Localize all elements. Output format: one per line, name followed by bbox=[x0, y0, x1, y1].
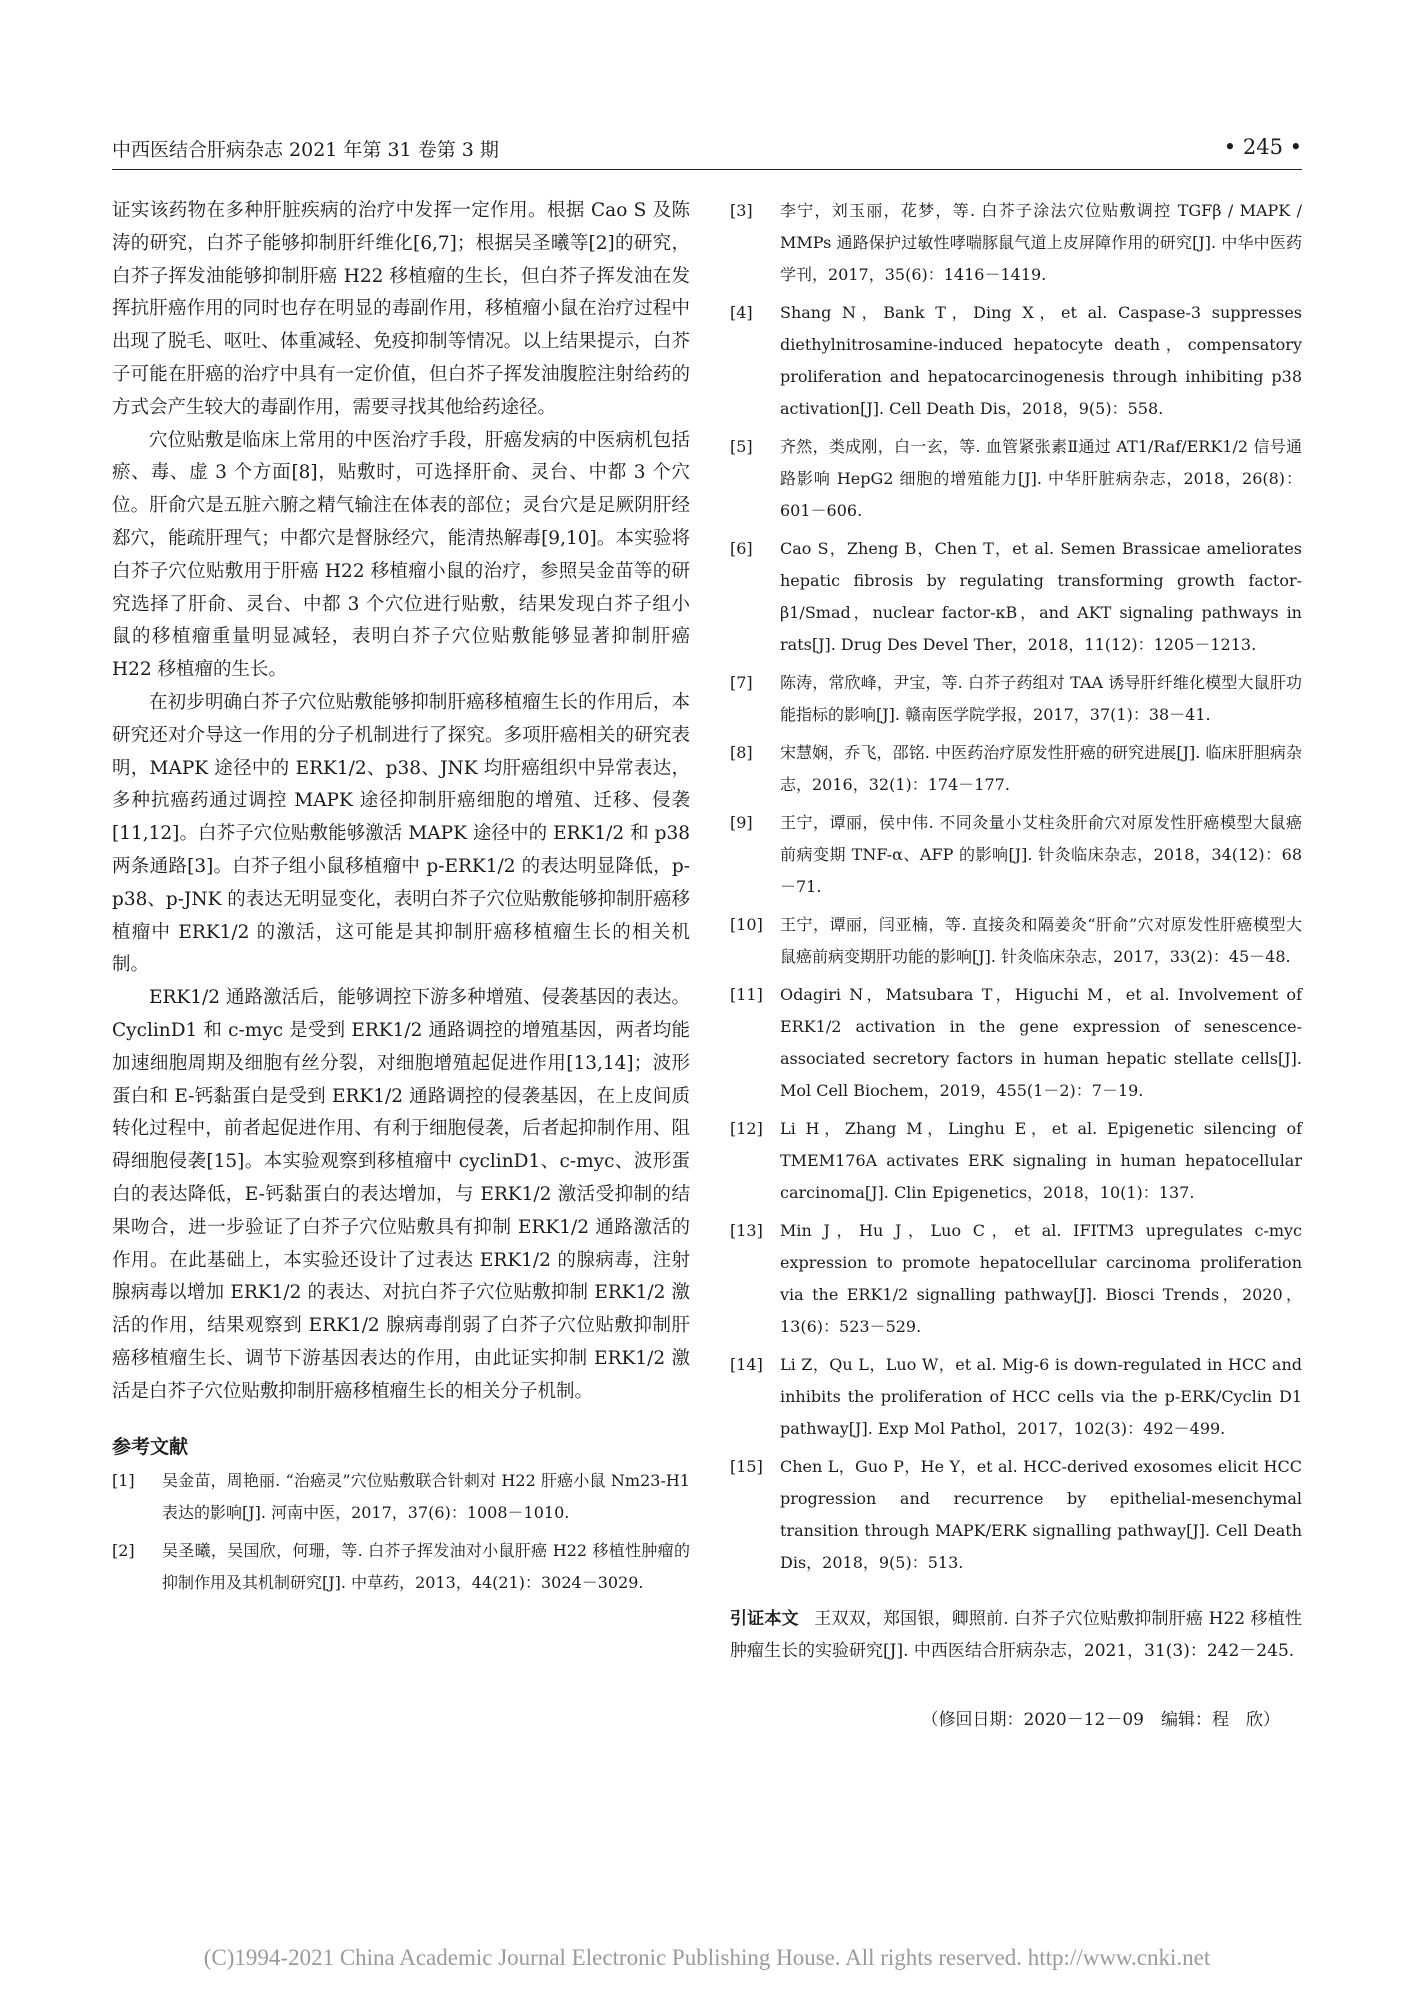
reference-text: Min J，Hu J，Luo C，et al. IFITM3 upregulates c-myc expression to promote hepatocellular carcinoma proliferation via the ERK1/2 signalling pathway[J]. Biosci Trends，2020，13(6)：523－529. bbox=[780, 1221, 1302, 1336]
reference-text: Odagiri N，Matsubara T，Higuchi M，et al. Involvement of ERK1/2 activation in the gene expression of senescence-associated secretory factors in human hepatic stellate cells[J]. Mol Cell Biochem，2019，455(1－2)：7－19. bbox=[780, 985, 1302, 1100]
reference-item bbox=[730, 909, 1302, 973]
reference-number: [8] bbox=[730, 743, 753, 762]
reference-number: [12] bbox=[730, 1119, 763, 1138]
journal-title: 中西医结合肝病杂志 2021 年第 31 卷第 3 期 bbox=[112, 139, 499, 161]
reference-number: [1] bbox=[112, 1471, 135, 1491]
body-paragraph: 证实该药物在多种肝脏疾病的治疗中发挥一定作用。根据 Cao S 及陈涛的研究，白芥子能够抑制肝纤维化[6,7]；根据吴圣曦等[2]的研究，白芥子挥发油能够抑制肝癌 H22 移植瘤的生长，但白芥子挥发油在发挥抗肝癌作用的同时也存在明显的毒副作用，移植瘤小鼠在治疗过程中出现了脱毛、呕吐、体重减轻、免疫抑制等情况。以上结果提示，白芥子可能在肝癌的治疗中具有一定价值，但白芥子挥发油腹腔注射给药的方式会产生较大的毒副作用，需要寻找其他给药途径。 bbox=[112, 200, 690, 418]
body-paragraph: 在初步明确白芥子穴位贴敷能够抑制肝癌移植瘤生长的作用后，本研究还对介导这一作用的分子机制进行了探究。多项肝癌相关的研究表明，MAPK 途径中的 ERK1/2、p38、JNK 均肝癌组织中异常表达，多种抗癌药通过调控 MAPK 途径抑制肝癌细胞的增殖、迁移、侵袭[11,12]。白芥子穴位贴敷能够激活 MAPK 途径中的 ERK1/2 和 p38 两条通路[3]。白芥子组小鼠移植瘤中 p-ERK1/2 的表达明显降低，p-p38、p-JNK 的表达无明显变化，表明白芥子穴位贴敷能够抑制肝癌移植瘤中 ERK1/2 的激活，这可能是其抑制肝癌移植瘤生长的相关机制。 bbox=[112, 691, 690, 976]
reference-item bbox=[730, 533, 1302, 661]
reference-text: Cao S，Zheng B，Chen T，et al. Semen Brassicae ameliorates hepatic fibrosis by regulating transforming growth factor-β1/Smad，nuclear factor-κB，and AKT signaling pathways in rats[J]. Drug Des Devel Ther，2018，11(12)：1205－1213. bbox=[780, 539, 1302, 654]
reference-text: 吴金苗，周艳丽. “治癌灵”穴位贴敷联合针刺对 H22 肝癌小鼠 Nm23-H1 表达的影响[J]. 河南中医，2017，37(6)：1008－1010. bbox=[162, 1471, 690, 1523]
reference-number: [7] bbox=[730, 673, 753, 692]
reference-number: [11] bbox=[730, 985, 763, 1004]
reference-item bbox=[730, 195, 1302, 291]
citation-block bbox=[730, 1603, 1302, 1667]
reference-item bbox=[730, 1451, 1302, 1579]
reference-number: [10] bbox=[730, 915, 763, 934]
reference-text: 王宁，谭丽，侯中伟. 不同灸量小艾柱灸肝俞穴对原发性肝癌模型大鼠癌前病变期 TNF-α、AFP 的影响[J]. 针灸临床杂志，2018，34(12)：68－71. bbox=[780, 813, 1302, 896]
reference-text: 吴圣曦，吴国欣，何珊，等. 白芥子挥发油对小鼠肝癌 H22 移植性肿瘤的抑制作用及其机制研究[J]. 中草药，2013，44(21)：3024－3029. bbox=[162, 1541, 690, 1593]
reference-number: [5] bbox=[730, 437, 753, 456]
revision-date: （修回日期：2020－12－09 编辑：程 欣） bbox=[921, 1710, 1280, 1730]
right-column bbox=[730, 195, 1302, 1730]
citation-text: 王双双，郑国银，卿照前. 白芥子穴位贴敷抑制肝癌 H22 移植性肿瘤生长的实验研究[J]. 中西医结合肝病杂志，2021，31(3)：242－245. bbox=[730, 1609, 1303, 1661]
reference-item bbox=[112, 1465, 690, 1529]
reference-item bbox=[730, 1215, 1302, 1343]
reference-item bbox=[730, 297, 1302, 425]
body-paragraph: 穴位贴敷是临床上常用的中医治疗手段，肝癌发病的中医病机包括瘀、毒、虚 3 个方面[8]，贴敷时，可选择肝俞、灵台、中都 3 个穴位。肝俞穴是五脏六腑之精气输注在体表的部位；灵台穴是足厥阴肝经郄穴，能疏肝理气；中都穴是督脉经穴，能清热解毒[9,10]。本实验将白芥子穴位贴敷用于肝癌 H22 移植瘤小鼠的治疗，参照吴金苗等的研究选择了肝俞、灵台、中都 3 个穴位进行贴敷，结果发现白芥子组小鼠的移植瘤重量明显减轻，表明白芥子穴位贴敷能够显著抑制肝癌 H22 移植瘤的生长。 bbox=[112, 429, 690, 681]
reference-text: 李宁，刘玉丽，花梦，等. 白芥子涂法穴位贴敷调控 TGFβ / MAPK / MMPs 通路保护过敏性哮喘豚鼠气道上皮屏障作用的研究[J]. 中华中医药学刊，2017，35(6)：1416－1419. bbox=[780, 201, 1302, 284]
reference-number: [3] bbox=[730, 201, 753, 220]
reference-item bbox=[730, 667, 1302, 731]
citation-label: 引证本文 bbox=[730, 1609, 799, 1629]
page-number: • 245 • bbox=[1223, 135, 1302, 159]
reference-text: Shang N，Bank T，Ding X，et al. Caspase-3 suppresses diethylnitrosamine-induced hepatocyte death，compensatory proliferation and hepatocarcinogenesis through inhibiting p38 activation[J]. Cell Death Dis，2018，9(5)：558. bbox=[780, 303, 1302, 418]
reference-text: 齐然，类成刚，白一玄，等. 血管紧张素Ⅱ通过 AT1/Raf/ERK1/2 信号通路影响 HepG2 细胞的增殖能力[J]. 中华肝脏病杂志，2018，26(8)：601－606. bbox=[780, 437, 1302, 520]
reference-item bbox=[730, 1113, 1302, 1209]
reference-text: Li H，Zhang M，Linghu E，et al. Epigenetic silencing of TMEM176A activates ERK signaling in human hepatocellular carcinoma[J]. Clin Epigenetics，2018，10(1)：137. bbox=[780, 1119, 1302, 1202]
reference-number: [6] bbox=[730, 539, 753, 558]
reference-item bbox=[730, 737, 1302, 801]
body-paragraph: ERK1/2 通路激活后，能够调控下游多种增殖、侵袭基因的表达。CyclinD1 和 c-myc 是受到 ERK1/2 通路调控的增殖基因，两者均能加速细胞周期及细胞有丝分裂，对细胞增殖起促进作用[13,14]；波形蛋白和 E-钙黏蛋白是受到 ERK1/2 通路调控的侵袭基因，在上皮间质转化过程中，前者起促进作用、有利于细胞侵袭，后者起抑制作用、阻碍细胞侵袭[15]。本实验观察到移植瘤中 cyclinD1、c-myc、波形蛋白的表达降低，E-钙黏蛋白的表达增加，与 ERK1/2 激活受抑制的结果吻合，进一步验证了白芥子穴位贴敷具有抑制 ERK1/2 通路激活的作用。在此基础上，本实验还设计了过表达 ERK1/2 的腺病毒，注射腺病毒以增加 ERK1/2 的表达、对抗白芥子穴位贴敷抑制 ERK1/2 激活的作用，结果观察到 ERK1/2 腺病毒削弱了白芥子穴位贴敷抑制肝癌移植瘤生长、调节下游基因表达的作用，由此证实抑制 ERK1/2 激活是白芥子穴位贴敷抑制肝癌移植瘤生长的相关分子机制。 bbox=[112, 987, 690, 1402]
reference-text: Li Z，Qu L，Luo W，et al. Mig-6 is down-regulated in HCC and inhibits the proliferation of HCC cells via the p-ERK/Cyclin D1 pathway[J]. Exp Mol Pathol，2017，102(3)：492－499. bbox=[780, 1355, 1302, 1438]
left-column bbox=[112, 195, 690, 1605]
reference-item bbox=[730, 431, 1302, 527]
reference-text: 宋慧娴，乔飞，邵铭. 中医药治疗原发性肝癌的研究进展[J]. 临床肝胆病杂志，2016，32(1)：174－177. bbox=[780, 743, 1302, 794]
reference-item bbox=[730, 979, 1302, 1107]
reference-text: Chen L，Guo P，He Y，et al. HCC-derived exosomes elicit HCC progression and recurrence by epithelial-mesenchymal transition through MAPK/ERK signalling pathway[J]. Cell Death Dis，2018，9(5)：513. bbox=[780, 1457, 1302, 1572]
reference-item bbox=[730, 1349, 1302, 1445]
reference-text: 陈涛，常欣峰，尹宝，等. 白芥子药组对 TAA 诱导肝纤维化模型大鼠肝功能指标的影响[J]. 赣南医学院学报，2017，37(1)：38－41. bbox=[780, 673, 1302, 724]
reference-number: [15] bbox=[730, 1457, 763, 1476]
reference-item bbox=[730, 807, 1302, 903]
reference-number: [4] bbox=[730, 303, 753, 322]
reference-number: [14] bbox=[730, 1355, 763, 1374]
reference-text: 王宁，谭丽，闫亚楠，等. 直接灸和隔姜灸“肝俞”穴对原发性肝癌模型大鼠癌前病变期肝功能的影响[J]. 针灸临床杂志，2017，33(2)：45－48. bbox=[780, 915, 1302, 966]
reference-number: [9] bbox=[730, 813, 753, 832]
reference-number: [13] bbox=[730, 1221, 763, 1240]
running-header bbox=[112, 135, 1302, 170]
references-heading: 参考文献 bbox=[112, 1436, 189, 1459]
reference-item bbox=[112, 1535, 690, 1599]
copyright-footer: (C)1994-2021 China Academic Journal Electronic Publishing House. All rights reserved. http://www.cnki.net bbox=[203, 1945, 1211, 1970]
reference-number: [2] bbox=[112, 1541, 135, 1561]
